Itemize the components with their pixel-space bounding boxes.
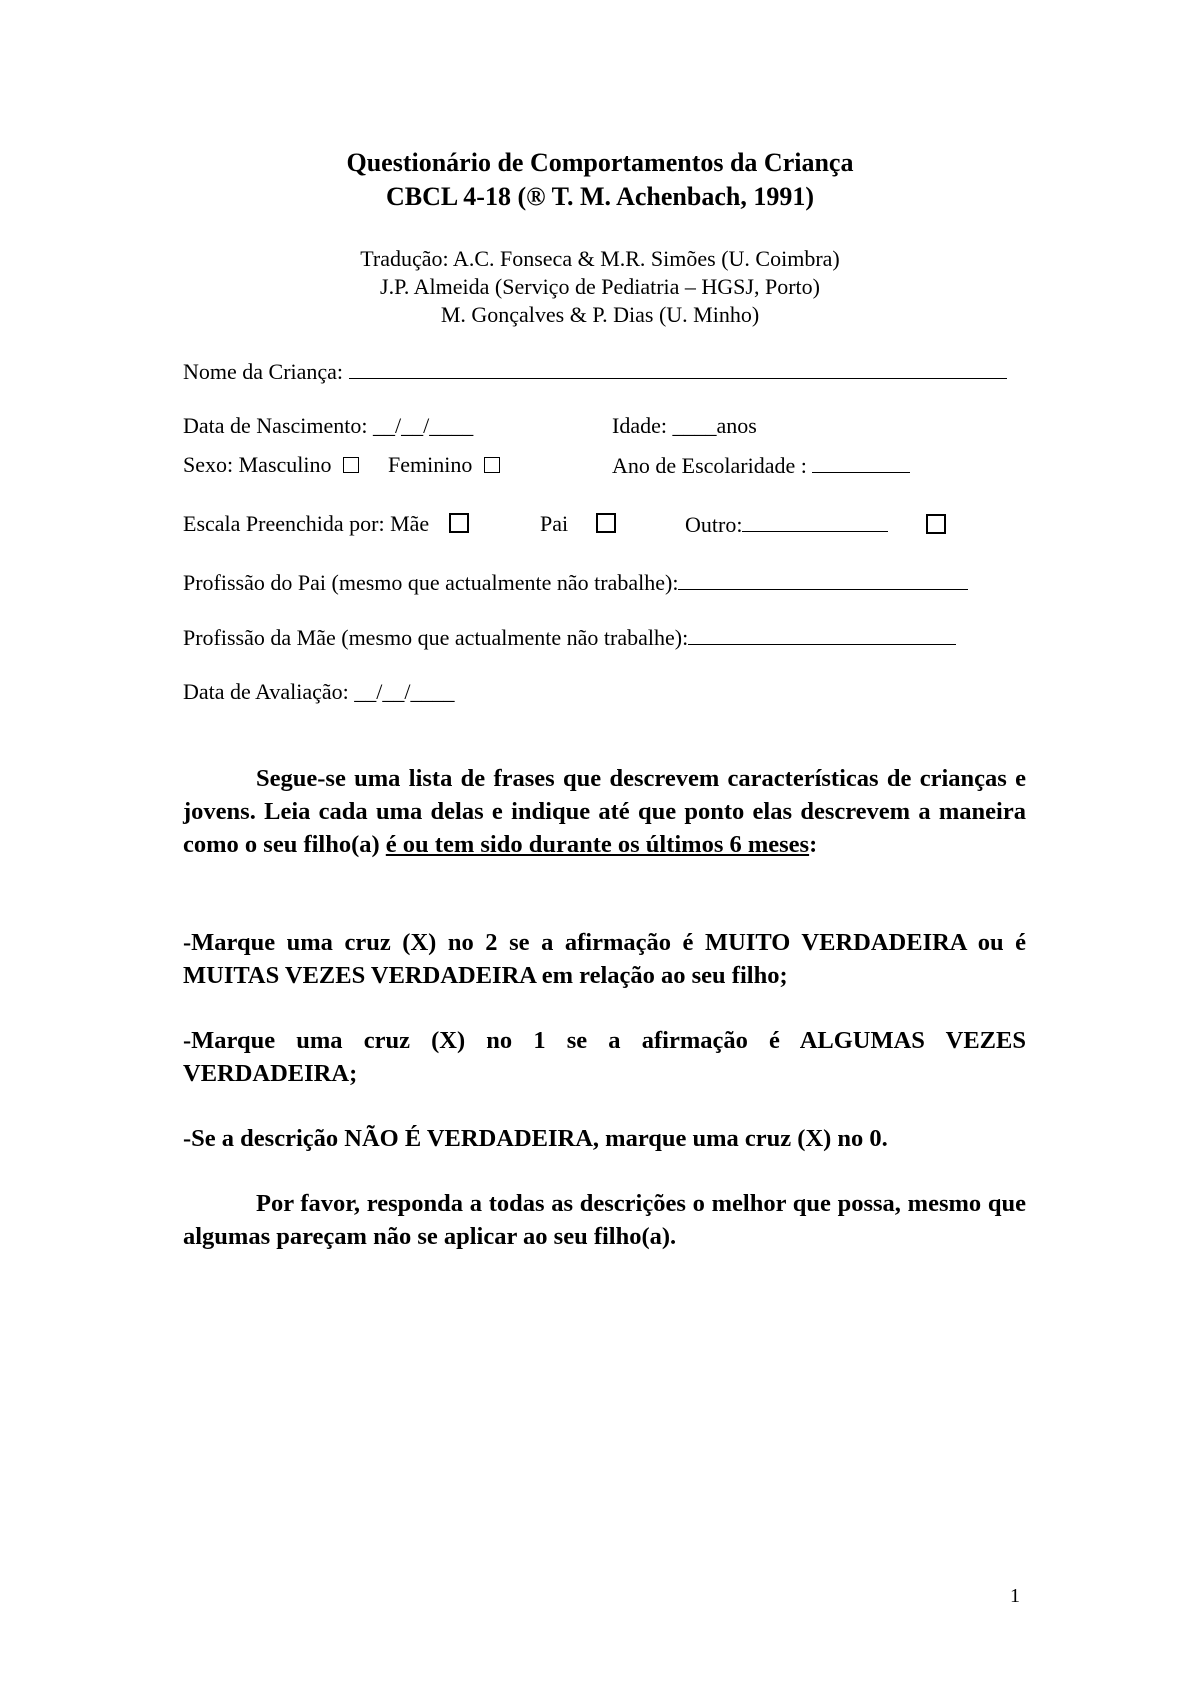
credit-line-3: M. Gonçalves & P. Dias (U. Minho) [440,302,760,327]
age-field[interactable]: ____ [672,413,717,438]
eval-date-label: Data de Avaliação: [183,679,349,704]
age-unit: anos [716,413,757,438]
credit-line-1: Tradução: A.C. Fonseca & M.R. Simões (U. Coimbra) [360,246,840,271]
title-line-2: CBCL 4-18 (® T. M. Achenbach, 1991) [386,182,814,211]
sex-row [183,452,500,478]
eval-date-row [183,679,454,705]
birth-date-field[interactable]: __/__/____ [373,413,474,438]
school-year-label: Ano de Escolaridade : [612,453,807,478]
filled-by-label: Escala Preenchida por: [183,511,385,536]
intro-text: Segue-se uma lista de frases que descrevem características de crianças e jovens. Leia cada uma delas e indique até que ponto elas descrevem a maneira como o seu filho(a) [183,765,1026,858]
eval-date-field[interactable]: __/__/____ [354,679,455,704]
filled-by-father-label: Pai [540,511,569,536]
mother-job-row [183,624,956,651]
instruction-rule-2: -Marque uma cruz (X) no 2 se a afirmação é MUITO VERDADEIRA ou é MUITAS VEZES VERDADEIRA em relação ao seu filho; [183,929,1026,989]
father-job-field[interactable] [678,569,968,590]
intro-underlined-text: é ou tem sido durante os últimos 6 meses [385,831,810,858]
school-year-row [612,452,910,479]
filled-by-row [183,511,469,537]
instruction-rule-0: -Se a descrição NÃO É VERDADEIRA, marque uma cruz (X) no 0. [183,1125,888,1152]
birth-date-label: Data de Nascimento: [183,413,368,438]
child-name-row [183,358,1007,385]
title-line-1: Questionário de Comportamentos da Criança [346,148,854,177]
filled-by-father-group [540,511,616,537]
sex-female-checkbox[interactable] [484,457,500,473]
age-row [612,413,757,439]
age-label: Idade: [612,413,667,438]
sex-male-checkbox[interactable] [343,457,359,473]
filled-by-other-label: Outro: [685,512,743,537]
page-number: 1 [1010,1585,1020,1607]
instructions-closing: Por favor, responda a todas as descrições o melhor que possa, mesmo que algumas pareçam não se aplicar ao seu filho(a). [183,1190,1026,1250]
sex-male-label: Masculino [238,452,332,477]
filled-by-other-field[interactable] [742,511,888,532]
credit-line-2: J.P. Almeida (Serviço de Pediatria – HGSJ, Porto) [380,274,820,299]
sex-label: Sexo: [183,452,234,477]
mother-job-field[interactable] [688,624,956,645]
filled-by-other-checkbox[interactable] [926,514,946,534]
sex-female-label: Feminino [388,452,473,477]
filled-by-other-group [685,511,946,538]
mother-job-label: Profissão da Mãe (mesmo que actualmente não trabalhe): [183,625,689,650]
child-name-field[interactable] [349,358,1007,379]
instruction-rule-1: -Marque uma cruz (X) no 1 se a afirmação é ALGUMAS VEZES VERDADEIRA; [183,1027,1026,1087]
father-job-label: Profissão do Pai (mesmo que actualmente não trabalhe): [183,570,679,595]
intro-end: : [809,831,818,858]
birth-date-row [183,413,473,439]
father-job-row [183,569,968,596]
filled-by-mother-label: Mãe [390,511,430,536]
instructions-intro [183,762,1026,861]
school-year-field[interactable] [812,452,910,473]
child-name-label: Nome da Criança: [183,359,344,384]
filled-by-father-checkbox[interactable] [596,513,616,533]
filled-by-mother-checkbox[interactable] [449,513,469,533]
